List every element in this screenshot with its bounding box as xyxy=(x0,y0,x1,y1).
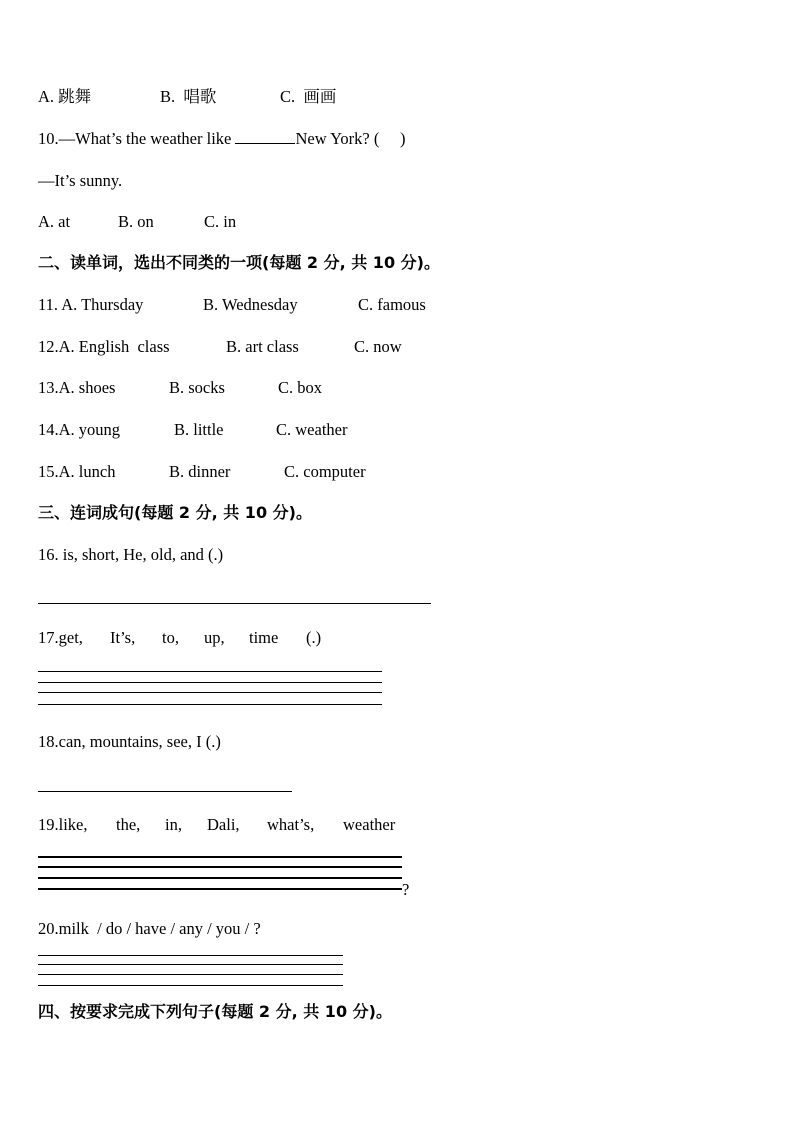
q13-option-a: 13.A. shoes xyxy=(38,378,116,397)
section3-heading: 三、连词成句(每题 2 分, 共 10 分)。 xyxy=(38,503,312,522)
q16-prompt: 16. is, short, He, old, and (.) xyxy=(38,545,224,564)
q10-stem-after: New York? ( ) xyxy=(295,129,406,148)
q10-option-b: B. on xyxy=(118,212,154,231)
q13-option-c: C. box xyxy=(278,378,323,397)
q16-answer-line[interactable] xyxy=(38,603,431,604)
q19-question-mark: ? xyxy=(402,880,410,899)
q19-answer-line-2[interactable] xyxy=(38,866,402,868)
q17-word-2: It’s, xyxy=(110,628,136,647)
q19-word-4: Dali, xyxy=(207,815,240,834)
q20-answer-line-3[interactable] xyxy=(38,974,343,975)
q10-stem xyxy=(38,129,405,149)
q20-answer-line-1[interactable] xyxy=(38,955,343,956)
q17-answer-line-4[interactable] xyxy=(38,704,382,705)
q15-option-b: B. dinner xyxy=(169,462,231,481)
q10-option-c: C. in xyxy=(204,212,237,231)
q19-answer-line-1[interactable] xyxy=(38,856,402,858)
q20-answer-line-4[interactable] xyxy=(38,985,343,986)
q15-option-a: 15.A. lunch xyxy=(38,462,116,481)
q19-word-6: weather xyxy=(343,815,396,834)
q15-option-c: C. computer xyxy=(284,462,366,481)
q17-word-5: time xyxy=(249,628,279,647)
q18-prompt: 18.can, mountains, see, I (.) xyxy=(38,732,221,751)
q20-answer-line-2[interactable] xyxy=(38,964,343,965)
q9-option-b: B. 唱歌 xyxy=(160,87,217,106)
q19-answer-line-4[interactable] xyxy=(38,888,402,890)
q20-prompt: 20.milk / do / have / any / you / ? xyxy=(38,919,261,938)
q19-word-3: in, xyxy=(165,815,182,834)
q12-option-b: B. art class xyxy=(226,337,299,356)
q19-word-5: what’s, xyxy=(267,815,315,834)
q19-word-2: the, xyxy=(116,815,141,834)
q18-answer-line[interactable] xyxy=(38,791,292,792)
q10-option-a: A. at xyxy=(38,212,71,231)
q17-word-4: up, xyxy=(204,628,225,647)
q17-word-6: (.) xyxy=(306,628,322,647)
q9-option-c: C. 画画 xyxy=(280,87,337,106)
section2-heading: 二、读单词，选出不同类的一项(每题 2 分, 共 10 分)。 xyxy=(38,253,440,272)
q14-option-b: B. little xyxy=(174,420,224,439)
q19-word-1: 19.like, xyxy=(38,815,88,834)
q17-word-1: 17.get, xyxy=(38,628,83,647)
q12-option-a: 12.A. English class xyxy=(38,337,170,356)
q10-answer-line: —It’s sunny. xyxy=(38,171,123,190)
q9-option-a: A. 跳舞 xyxy=(38,87,92,106)
q12-option-c: C. now xyxy=(354,337,402,356)
q13-option-b: B. socks xyxy=(169,378,225,397)
q10-stem-before: 10.—What’s the weather like xyxy=(38,129,236,148)
q11-option-a: 11. A. Thursday xyxy=(38,295,144,314)
q14-option-a: 14.A. young xyxy=(38,420,121,439)
q10-blank[interactable] xyxy=(235,129,295,144)
section4-heading: 四、按要求完成下列句子(每题 2 分, 共 10 分)。 xyxy=(38,1002,392,1021)
q14-option-c: C. weather xyxy=(276,420,348,439)
q17-word-3: to, xyxy=(162,628,179,647)
q11-option-b: B. Wednesday xyxy=(203,295,298,314)
q19-answer-line-3[interactable] xyxy=(38,877,402,879)
q17-answer-line-2[interactable] xyxy=(38,682,382,683)
q17-answer-line-3[interactable] xyxy=(38,692,382,693)
q11-option-c: C. famous xyxy=(358,295,426,314)
q17-answer-line-1[interactable] xyxy=(38,671,382,672)
